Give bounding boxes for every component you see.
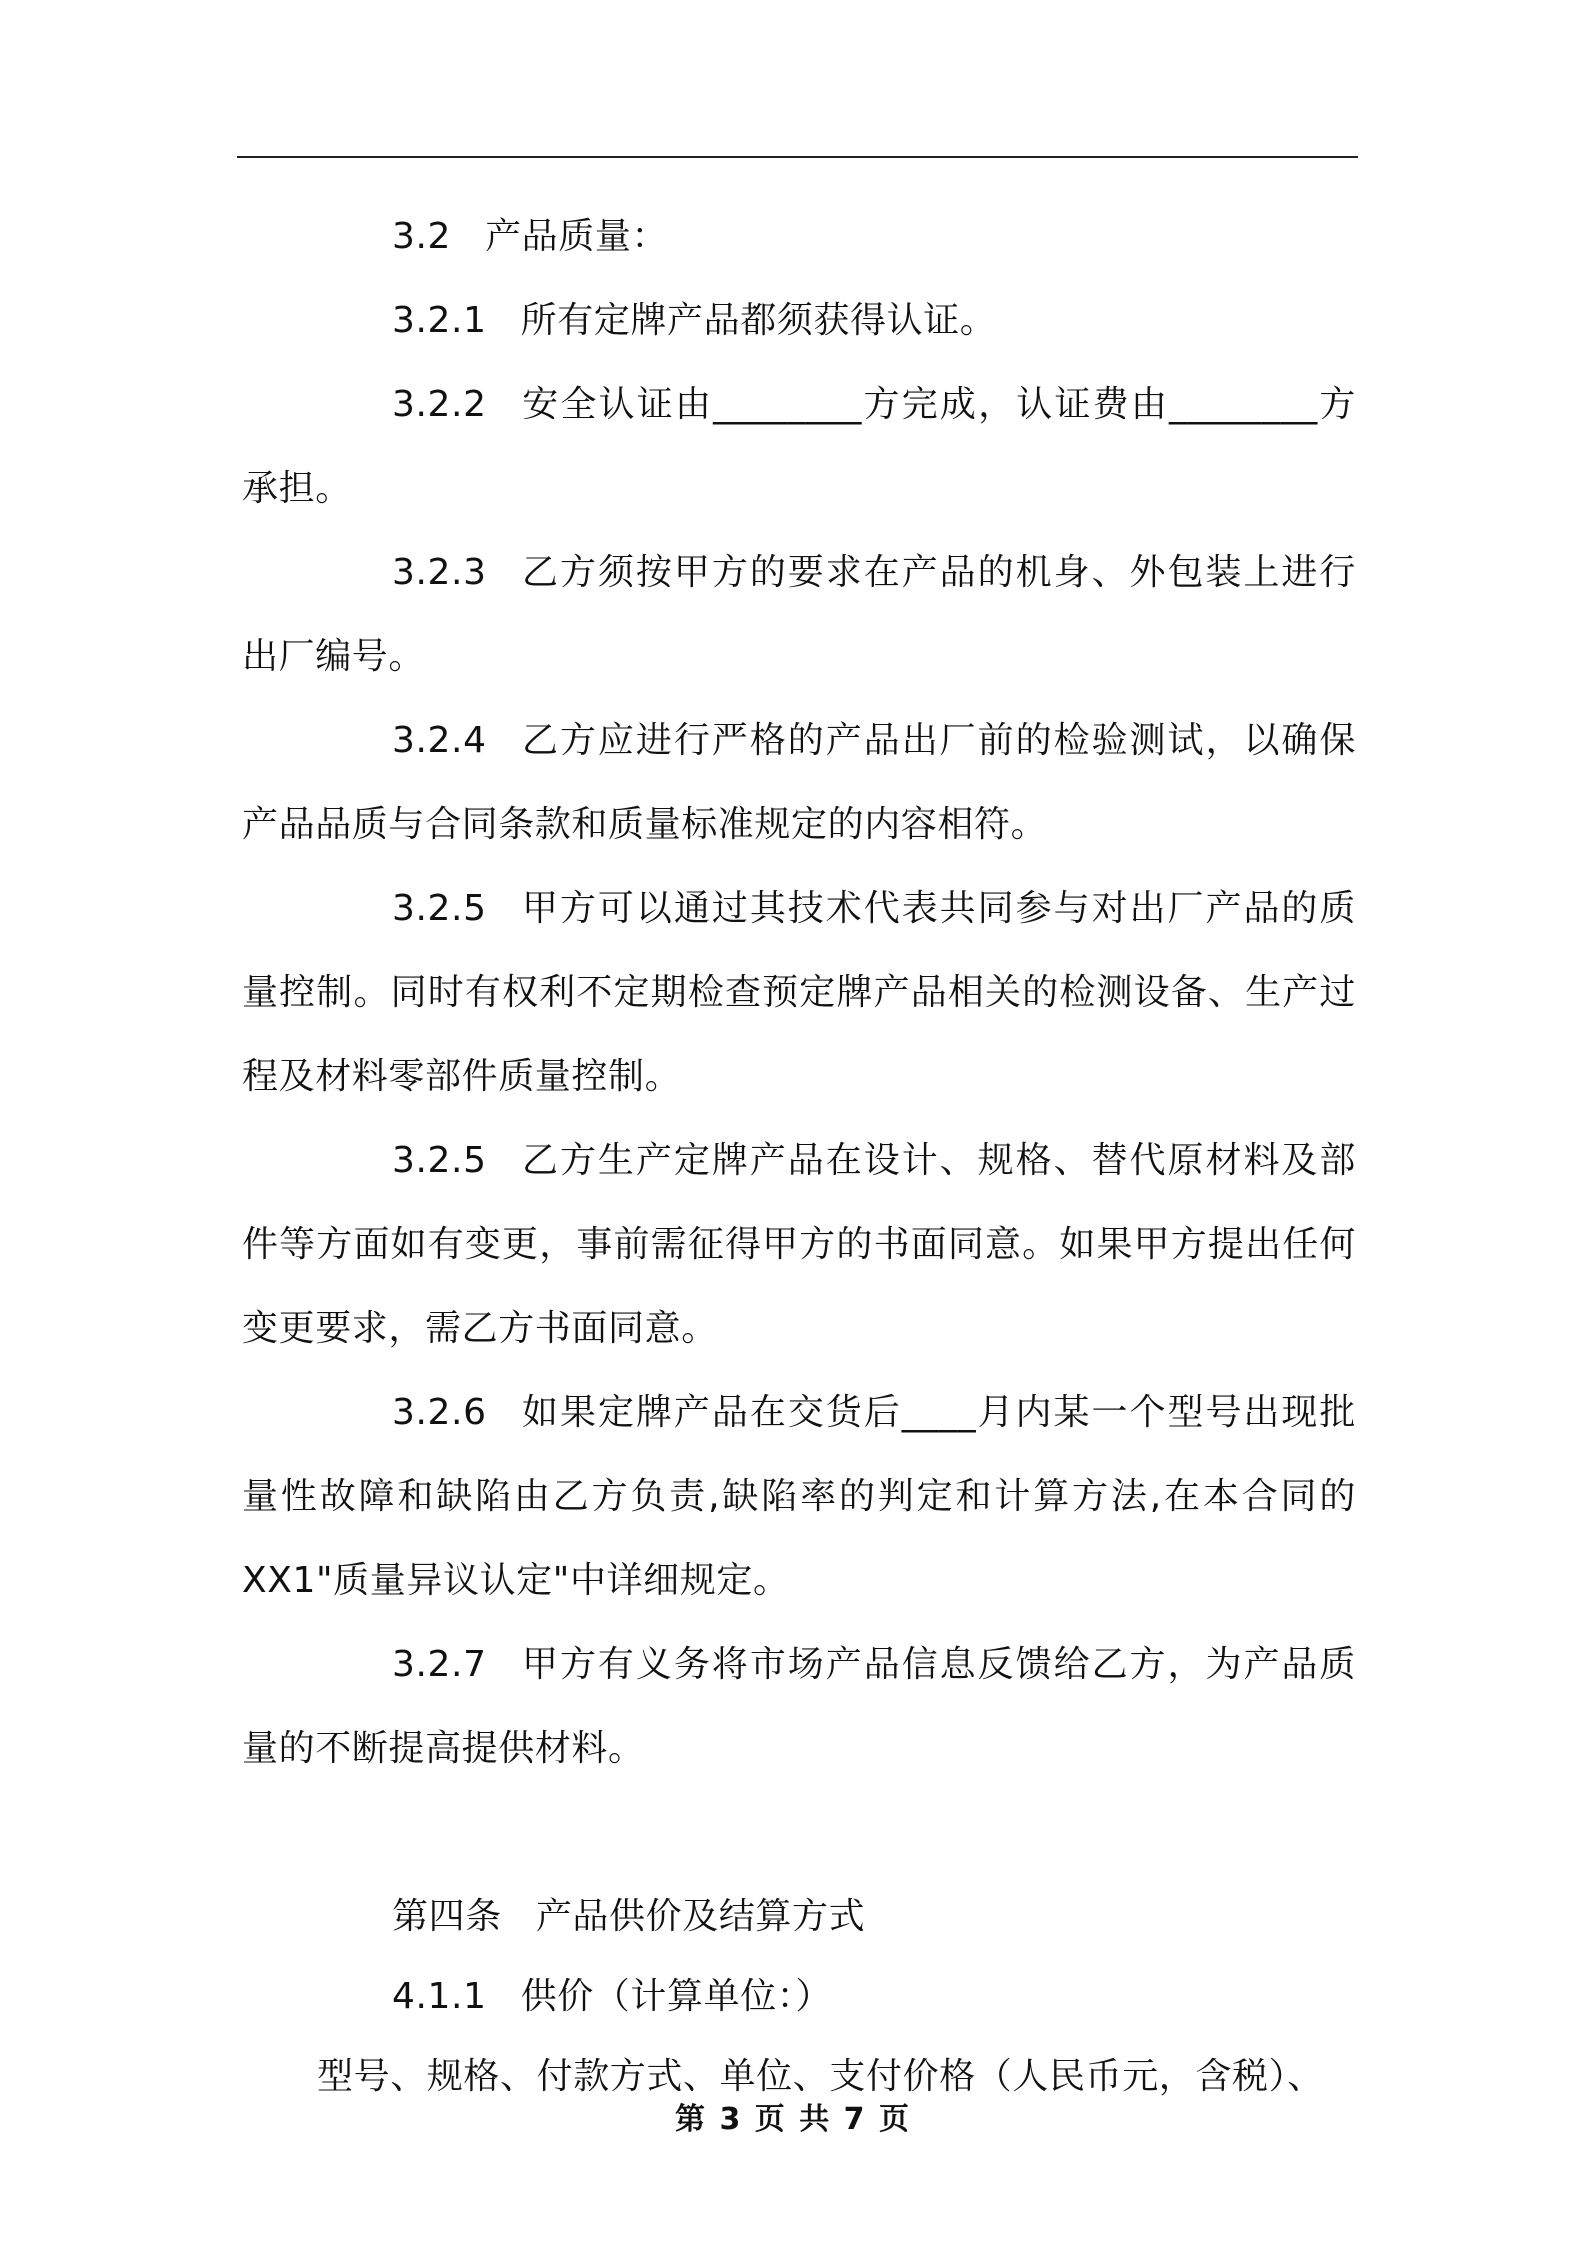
clause-3-2-3 bbox=[242, 531, 1356, 699]
clause-text: 产品质量： bbox=[485, 216, 669, 257]
clause-text: 如果定牌产品在交货后____月内某一个型号出现批量性故障和缺陷由乙方负责,缺陷率的判定和计算方法,在本合同的XX1"质量异议认定"中详细规定。 bbox=[242, 1392, 1356, 1601]
clause-text: 所有定牌产品都须获得认证。 bbox=[520, 300, 997, 341]
clause-text: 乙方须按甲方的要求在产品的机身、外包装上进行出厂编号。 bbox=[242, 552, 1356, 677]
clause-3-2-7 bbox=[242, 1623, 1356, 1791]
page-number-footer: 第 3 页 共 7 页 bbox=[675, 2102, 911, 2137]
clause-text: 甲方有义务将市场产品信息反馈给乙方，为产品质量的不断提高提供材料。 bbox=[242, 1644, 1356, 1769]
section-spacer bbox=[242, 1791, 1356, 1877]
clause-text: 供价（计算单位：） bbox=[520, 1976, 833, 2017]
document-body bbox=[242, 195, 1356, 2117]
section-heading bbox=[242, 1877, 1356, 1957]
clause-number: 3.2.5 bbox=[392, 888, 487, 929]
clause-number: 3.2.2 bbox=[392, 384, 487, 425]
clause-3-2-5-b bbox=[242, 1119, 1356, 1371]
clause-number: 3.2.1 bbox=[392, 300, 487, 341]
clause-number: 3.2.3 bbox=[392, 552, 487, 593]
clause-text: 甲方可以通过其技术代表共同参与对出厂产品的质量控制。同时有权利不定期检查预定牌产品相关的检测设备、生产过程及材料零部件质量控制。 bbox=[242, 888, 1356, 1097]
clause-3-2 bbox=[242, 195, 1356, 279]
clause-3-2-4 bbox=[242, 699, 1356, 867]
clause-number: 3.2 bbox=[392, 216, 452, 257]
clause-text: 型号、规格、付款方式、单位、支付价格（人民币元，含税）、 bbox=[317, 2056, 1324, 2097]
clause-text: 乙方生产定牌产品在设计、规格、替代原材料及部件等方面如有变更，事前需征得甲方的书面同意。如果甲方提出任何变更要求，需乙方书面同意。 bbox=[242, 1140, 1356, 1349]
clause-4-1-1 bbox=[242, 1957, 1356, 2037]
clause-number: 3.2.4 bbox=[392, 720, 487, 761]
clause-3-2-1 bbox=[242, 279, 1356, 363]
clause-number: 3.2.5 bbox=[392, 1140, 487, 1181]
section-number: 第四条 bbox=[392, 1896, 502, 1937]
clause-text: 安全认证由________方完成，认证费由________方承担。 bbox=[242, 384, 1356, 509]
clause-text: 乙方应进行严格的产品出厂前的检验测试，以确保产品品质与合同条款和质量标准规定的内容相符。 bbox=[242, 720, 1356, 845]
clause-3-2-2 bbox=[242, 363, 1356, 531]
clause-number: 3.2.7 bbox=[392, 1644, 487, 1685]
clause-3-2-5-a bbox=[242, 867, 1356, 1119]
section-title: 产品供价及结算方式 bbox=[535, 1896, 866, 1937]
clause-3-2-6 bbox=[242, 1371, 1356, 1623]
clause-number: 3.2.6 bbox=[392, 1392, 487, 1433]
clause-number: 4.1.1 bbox=[392, 1976, 487, 2017]
header-rule bbox=[237, 156, 1358, 158]
